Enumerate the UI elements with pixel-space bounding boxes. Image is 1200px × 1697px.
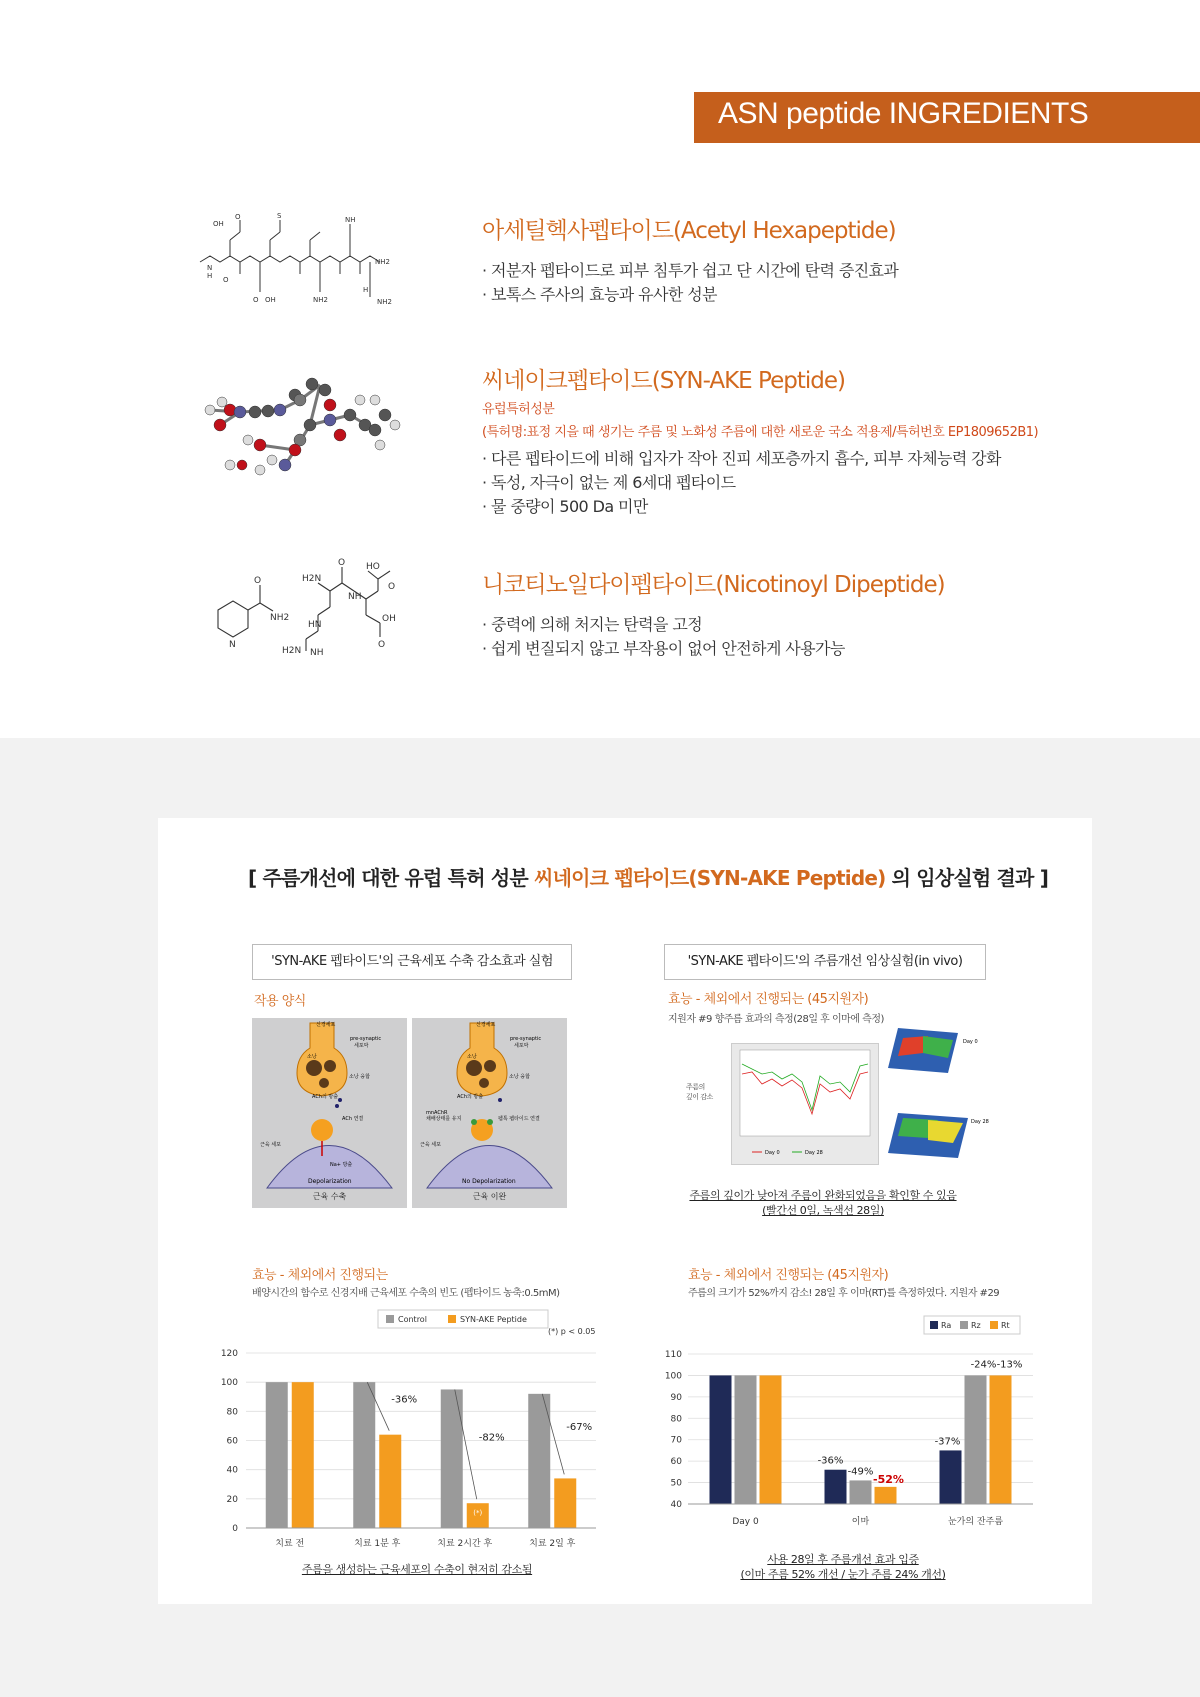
atom-label: H2N <box>302 574 322 584</box>
y-tick-label: 80 <box>670 1414 682 1425</box>
bar <box>990 1375 1012 1504</box>
syn-ake-ball-stick-model <box>200 370 410 480</box>
moa-release-label: ACh의 방출 <box>312 1094 339 1100</box>
atom-label: HO <box>366 562 380 572</box>
legend-swatch <box>930 1321 938 1329</box>
legend-label: Day 0 <box>765 1150 780 1156</box>
bar <box>379 1435 401 1528</box>
acetyl-hexapeptide-structure <box>195 212 415 312</box>
bar <box>760 1375 782 1504</box>
bar <box>266 1382 288 1528</box>
ingredient-acetyl-hexapeptide <box>482 212 1142 307</box>
moa-fusion-label: 소낭 융합 <box>509 1074 530 1080</box>
right-center-note <box>658 1188 988 1218</box>
ingredient-bullets <box>482 447 1142 519</box>
bullet-item: · 독성, 자극이 없는 제 6세대 펩타이드 <box>482 471 1142 495</box>
bullet-item: · 중력에 의해 처지는 탄력을 고정 <box>482 613 1142 637</box>
graph-side-label: 주름의 깊이 감소 <box>686 1083 713 1101</box>
atom-label: O <box>253 296 259 304</box>
ingredient-name: 씨네이크펩타이드(SYN-AKE Peptide) <box>482 368 845 394</box>
legend-swatch <box>448 1315 456 1323</box>
bullet-item: · 물 중량이 500 Da 미만 <box>482 495 1142 519</box>
y-tick-label: 40 <box>226 1465 238 1476</box>
x-tick-label: 이마 <box>851 1517 870 1527</box>
patent-label: 유럽특허성분 <box>482 402 555 417</box>
atom-label: S <box>277 212 282 220</box>
bar <box>735 1375 757 1504</box>
contraction-frequency-chart <box>206 1308 606 1578</box>
y-tick-label: 110 <box>664 1350 682 1360</box>
moa-presyn-label: pre-synaptic <box>510 1036 542 1042</box>
legend-label: SYN-AKE Peptide <box>460 1315 527 1324</box>
bar <box>441 1389 463 1528</box>
nicotinoyl-dipeptide-structure <box>198 555 418 660</box>
annotation-label: -67% <box>566 1422 593 1434</box>
moa-vesicle-label: 소낭 <box>307 1054 317 1060</box>
atom-label: NH <box>345 216 356 224</box>
y-tick-label: 80 <box>226 1407 238 1418</box>
atom-label: O <box>338 558 346 568</box>
caption-line: 사용 28일 후 주름개선 효과 입증 <box>767 1553 919 1566</box>
atom-label: NH2 <box>313 296 328 304</box>
atom-label: OH <box>382 614 396 624</box>
3d-wrinkle-maps <box>868 1018 1018 1178</box>
map-label: Day 28 <box>971 1119 989 1125</box>
moa-peptide-bind-label: 펩톡 펩타이드 연결 <box>498 1116 540 1122</box>
note-line: 주름의 깊이가 낮아져 주름이 완화되었음을 확인할 수 있음 <box>689 1189 957 1202</box>
caption-line: 주름을 생성하는 근육세포의 수축이 현저히 감소됨 <box>301 1563 533 1576</box>
atom-label: O <box>378 640 386 650</box>
wrinkle-profile-lines <box>732 1044 878 1164</box>
y-tick-label: 40 <box>670 1500 682 1510</box>
x-tick-label: 치료 2일 후 <box>529 1539 576 1549</box>
atom-label: O <box>388 582 396 592</box>
annotation-label: -36% <box>817 1455 844 1467</box>
legend-label: Day 28 <box>805 1150 823 1156</box>
bar <box>940 1450 962 1504</box>
atom-label: N <box>229 640 236 650</box>
bar <box>875 1487 897 1504</box>
bar <box>554 1478 576 1528</box>
moa-muscle-label: 근육 세포 <box>260 1142 281 1148</box>
atom-label: NH2 <box>270 613 290 623</box>
atom-label: N <box>207 264 213 272</box>
ingredient-name: 아세틸헥사펩타이드(Acetyl Hexapeptide) <box>482 218 896 244</box>
bottom-right-label: 효능 - 체외에서 진행되는 (45지원자) <box>688 1268 889 1283</box>
legend-label: Ra <box>941 1321 952 1330</box>
moa-relaxation-diagram <box>412 1018 567 1208</box>
bar <box>710 1375 732 1504</box>
atom-label: O <box>235 213 241 221</box>
bottom-left-note: 배양시간의 함수로 신경지배 근육세포 수축의 빈도 (펩타이드 농축:0.5mM) <box>252 1288 560 1299</box>
left-experiment-title: 'SYN-AKE 펩타이드'의 근육세포 수축 감소효과 실험 <box>252 944 572 980</box>
moa-presyn-label: pre-synaptic <box>350 1036 382 1042</box>
bottom-left-caption <box>252 1562 582 1577</box>
x-tick-label: 치료 1분 후 <box>354 1539 401 1549</box>
annotation-label: -49% <box>847 1466 874 1478</box>
atom-label: H <box>363 286 369 294</box>
star-label: (*) <box>473 1509 483 1518</box>
moa-bottom-label: No Depolarization <box>462 1178 516 1185</box>
legend-label: Rz <box>971 1321 981 1330</box>
atom-label: NH2 <box>375 258 390 266</box>
ingredient-bullets <box>482 259 1142 307</box>
caption-line: (이마 주름 52% 개선 / 눈가 주름 24% 개선) <box>740 1568 946 1581</box>
annotation-label: -24% <box>970 1359 997 1371</box>
ingredient-nicotinoyl-dipeptide <box>482 566 1142 661</box>
bullet-item: · 보톡스 주사의 효능과 유사한 성분 <box>482 283 1142 307</box>
clinical-title <box>248 862 1048 891</box>
y-tick-label: 70 <box>670 1435 682 1446</box>
title-prefix: [ 주름개선에 대한 유럽 특허 성분 <box>248 866 535 890</box>
y-tick-label: 100 <box>664 1371 682 1382</box>
note-line: (빨간선 0일, 녹색선 28일) <box>762 1204 884 1217</box>
right-experiment-title: 'SYN-AKE 펩타이드'의 주름개선 임상실험(in vivo) <box>664 944 986 980</box>
moa-label: 작용 양식 <box>254 994 306 1009</box>
legend-swatch <box>386 1315 394 1323</box>
legend-swatch <box>960 1321 968 1329</box>
wrinkle-profile-graph <box>731 1043 879 1165</box>
y-tick-label: 100 <box>220 1378 238 1389</box>
significance-note: (*) p < 0.05 <box>548 1327 596 1336</box>
moa-muscle-label: 근육 세포 <box>420 1142 441 1148</box>
atom-label: NH <box>310 648 324 658</box>
moa-vesicle-label: 소낭 <box>467 1054 477 1060</box>
x-tick-label: 치료 2시간 후 <box>437 1539 493 1549</box>
bottom-right-note: 주름의 크기가 52%까지 감소! 28일 후 이마(RT)를 측정하였다. 지원자 #29 <box>688 1288 1000 1299</box>
annotation-label: -82% <box>478 1432 505 1444</box>
atom-label: NH <box>348 592 362 602</box>
atom-label: O <box>223 276 229 284</box>
right-efficacy-note: 지원자 #9 향주름 효과의 측정(28일 후 이마에 측정) <box>668 1014 884 1025</box>
moa-ach-bind-label: ACh 연결 <box>342 1116 364 1122</box>
atom-label: H2N <box>282 646 302 656</box>
annotation-label: -52% <box>873 1472 904 1486</box>
moa-receptor2-label: 채배상태를 유지 <box>426 1116 462 1122</box>
moa-panel-relaxation <box>412 1018 567 1208</box>
right-efficacy-label: 효능 - 체외에서 진행되는 (45지원자) <box>668 992 869 1007</box>
moa-caption: 근육 이완 <box>472 1192 507 1201</box>
bullet-item: · 쉽게 변질되지 않고 부작용이 없어 안전하게 사용가능 <box>482 637 1142 661</box>
annotation-label: -37% <box>934 1436 961 1448</box>
ingredient-bullets <box>482 613 1142 661</box>
roughness-chart <box>648 1308 1038 1548</box>
bar <box>825 1470 847 1504</box>
y-tick-label: 60 <box>670 1457 682 1468</box>
atom-label: O <box>254 576 262 586</box>
atom-label: NH2 <box>377 298 392 306</box>
annotation-label: -36% <box>391 1394 418 1406</box>
y-tick-label: 50 <box>670 1478 682 1489</box>
bar <box>850 1480 872 1504</box>
moa-contraction-diagram <box>252 1018 407 1208</box>
clinical-results-card <box>158 818 1092 1604</box>
legend-label: Rt <box>1001 1321 1010 1330</box>
moa-caption: 근육 수축 <box>312 1192 347 1201</box>
bar <box>528 1394 550 1528</box>
moa-release-label: ACh의 방출 <box>457 1094 484 1100</box>
patent-detail: (특허명:표정 지을 때 생기는 주름 및 노화성 주름에 대한 새로운 국소 적용제/특허번호 EP1809652B1) <box>482 425 1039 440</box>
moa-panel-contraction <box>252 1018 407 1208</box>
moa-na-label: Na+ 방출 <box>330 1162 353 1168</box>
bar <box>353 1382 375 1528</box>
bottom-left-label: 효능 - 체외에서 진행되는 <box>252 1268 388 1283</box>
x-tick-label: 눈가의 잔주름 <box>947 1517 1004 1527</box>
title-highlight: 씨네이크 펩타이드(SYN-AKE Peptide) <box>534 866 886 890</box>
y-tick-label: 90 <box>670 1392 682 1403</box>
bullet-item: · 저분자 펩타이드로 피부 침투가 쉽고 단 시간에 탄력 증진효과 <box>482 259 1142 283</box>
bullet-item: · 다른 펩타이드에 비해 입자가 작아 진피 세포층까지 흡수, 피부 자체능력 강화 <box>482 447 1142 471</box>
moa-nerve-label: 신경세포 <box>476 1022 496 1028</box>
moa-receptor-label: mnAChR <box>426 1110 448 1116</box>
map-label: Day 0 <box>963 1039 978 1045</box>
annotation-label: -13% <box>996 1359 1023 1371</box>
bar <box>292 1382 314 1528</box>
ingredient-name: 니코티노일다이펩타이드(Nicotinoyl Dipeptide) <box>482 572 945 598</box>
moa-presyn2-label: 세포막 <box>354 1043 369 1049</box>
x-tick-label: 치료 전 <box>275 1539 305 1549</box>
moa-fusion-label: 소낭 융합 <box>349 1074 370 1080</box>
y-tick-label: 60 <box>226 1436 238 1447</box>
atom-label: H <box>207 272 213 280</box>
legend-label: Control <box>398 1315 427 1324</box>
moa-presyn2-label: 세포막 <box>514 1043 529 1049</box>
atom-label: HN <box>308 620 322 630</box>
y-tick-label: 120 <box>220 1349 238 1359</box>
y-tick-label: 0 <box>232 1524 238 1534</box>
legend-swatch <box>990 1321 998 1329</box>
moa-bottom-label: Depolarization <box>308 1178 352 1185</box>
x-tick-label: Day 0 <box>732 1517 759 1527</box>
y-tick-label: 20 <box>226 1494 238 1505</box>
bar <box>965 1375 987 1504</box>
section-banner: ASN peptide INGREDIENTS <box>694 92 1200 143</box>
title-suffix: 의 임상실험 결과 ] <box>885 866 1049 890</box>
atom-label: OH <box>213 220 224 228</box>
moa-nerve-label: 신경세포 <box>316 1022 336 1028</box>
atom-label: OH <box>265 296 276 304</box>
bottom-right-caption <box>678 1552 1008 1582</box>
ingredient-syn-ake <box>482 362 1142 519</box>
